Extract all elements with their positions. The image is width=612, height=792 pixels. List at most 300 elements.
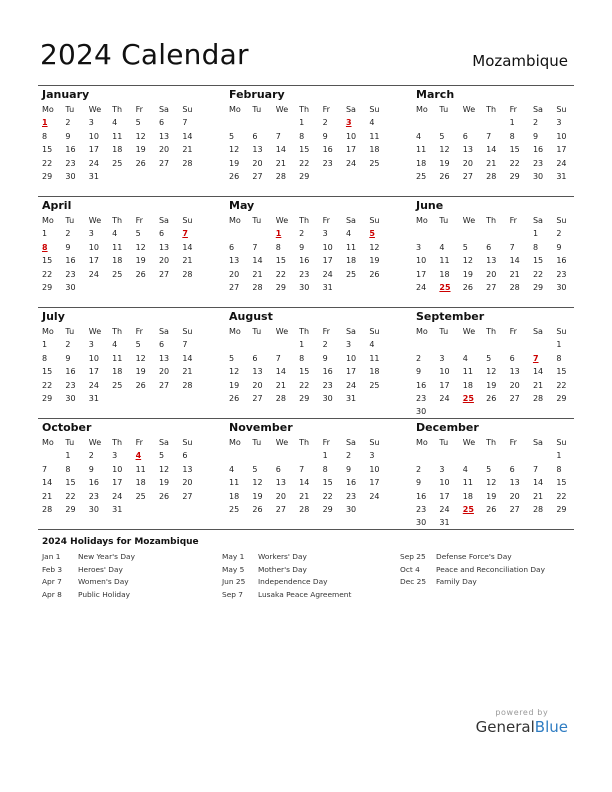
month-block [412,421,572,530]
day-cell: 2 [299,229,305,239]
day-cell: 12 [252,478,263,488]
weekday-header: Tu [252,216,262,225]
day-cell: 11 [345,242,357,252]
day-cell: 15 [556,367,567,377]
day-cell: 1 [299,340,305,350]
day-cell: 19 [252,491,263,501]
day-cell: 15 [322,478,333,488]
day-cell: 2 [345,451,352,461]
day-cell: 15 [299,145,310,155]
day-cell: 19 [229,158,240,168]
holiday-name: Workers' Day [258,552,307,561]
day-cell: 8 [322,464,328,474]
day-cell: 23 [416,504,427,514]
day-cell: 31 [88,393,99,403]
month-name: September [416,310,485,323]
day-cell: 31 [88,171,99,181]
weekday-header: Sa [532,438,543,447]
day-cell: 13 [182,464,193,474]
month-block [225,421,385,516]
day-cell: 18 [229,491,240,501]
holiday-day: 3 [345,118,352,128]
holiday-name: Heroes' Day [78,564,123,574]
day-grid [38,103,198,183]
day-cell: 2 [416,353,422,363]
weekday-header: Sa [158,327,169,336]
day-cell: 22 [556,491,567,501]
day-cell: 24 [416,282,427,292]
weekday-header: We [462,327,476,336]
day-cell: 21 [509,269,520,279]
weekday-header: We [462,216,476,225]
weekday-header: Fr [509,216,517,225]
day-cell: 5 [486,353,492,363]
day-cell: 28 [275,393,286,403]
day-cell: 7 [182,118,188,128]
day-cell: 10 [88,242,99,252]
holiday-item [42,564,135,577]
empty-cell [295,449,318,462]
holiday-date: Feb 3 [42,564,63,574]
day-cell: 17 [369,478,380,488]
day-cell: 12 [486,478,497,488]
weekday-header: Mo [42,327,54,336]
day-cell: 21 [275,380,286,390]
day-cell: 23 [65,158,76,168]
day-cell: 7 [275,131,281,141]
day-cell: 12 [158,464,170,474]
holiday-day: 8 [42,242,48,252]
holiday-date: Dec 25 [400,577,427,587]
weekday-header: We [275,327,289,336]
holiday-name: Public Holiday [78,589,131,599]
day-cell: 30 [299,282,310,292]
empty-cell [225,338,248,351]
day-cell: 2 [416,464,422,474]
day-cell: 30 [532,171,544,181]
empty-cell [248,449,271,462]
day-cell: 11 [112,353,123,363]
weekday-header: Tu [439,216,449,225]
day-cell: 25 [369,158,380,168]
day-cell: 14 [182,353,193,363]
weekday-header: We [88,438,102,447]
day-cell: 3 [556,118,562,128]
day-cell: 22 [556,380,567,390]
day-cell: 27 [486,282,497,292]
holiday-column [42,551,135,601]
weekday-header: Tu [65,327,75,336]
day-cell: 3 [112,451,118,461]
empty-cell [506,338,529,351]
day-cell: 18 [462,491,473,501]
day-cell: 14 [299,478,310,488]
day-cell: 3 [88,229,94,239]
day-cell: 21 [275,158,286,168]
day-cell: 30 [416,407,427,417]
day-grid [225,325,385,405]
day-cell: 11 [135,464,146,474]
month-block [38,88,198,183]
empty-cell [529,449,552,462]
day-cell: 5 [486,464,492,474]
day-cell: 25 [229,504,240,514]
holiday-item [400,564,545,577]
day-cell: 28 [486,171,497,181]
day-cell: 8 [42,353,48,363]
day-cell: 31 [345,393,357,403]
holiday-day: 1 [275,229,282,239]
weekday-header: Fr [135,105,143,114]
empty-cell [248,338,271,351]
weekday-header: We [275,105,289,114]
weekday-header: Sa [532,327,543,336]
day-cell: 10 [322,242,333,252]
brand-general-text: General [475,718,535,736]
day-cell: 21 [252,269,263,279]
day-cell: 17 [112,478,123,488]
day-cell: 5 [439,131,445,141]
day-cell: 20 [462,158,473,168]
day-cell: 26 [158,491,170,501]
weekday-header: We [275,438,289,447]
day-cell: 27 [182,491,193,501]
day-cell: 28 [182,269,193,279]
month-name: March [416,88,455,101]
day-cell: 4 [462,464,468,474]
day-cell: 18 [112,145,123,155]
day-cell: 29 [556,393,567,403]
weekday-header: We [88,327,102,336]
weekday-header: Fr [509,105,517,114]
day-cell: 15 [65,478,76,488]
day-cell: 29 [299,171,310,181]
day-cell: 29 [275,282,286,292]
day-cell: 23 [416,393,427,403]
day-cell: 2 [322,118,328,128]
empty-cell [459,227,482,240]
weekday-header: We [462,438,476,447]
day-cell: 11 [369,131,380,141]
day-cell: 8 [275,242,281,252]
day-cell: 20 [252,380,263,390]
holiday-name: Women's Day [78,577,129,587]
day-cell: 27 [252,393,263,403]
day-cell: 24 [369,491,380,501]
day-cell: 9 [299,242,305,252]
empty-cell [272,116,295,129]
weekday-header: Sa [345,105,356,114]
day-cell: 29 [532,282,544,292]
generalblue-logo[interactable] [476,718,568,736]
empty-cell [225,449,248,462]
day-cell: 22 [275,269,286,279]
day-cell: 20 [275,491,286,501]
day-cell: 9 [416,478,422,488]
day-cell: 9 [345,464,352,474]
day-cell: 24 [322,269,333,279]
empty-cell [248,227,271,240]
day-cell: 30 [322,393,333,403]
day-cell: 12 [229,145,240,155]
weekday-header: Sa [158,105,169,114]
day-cell: 27 [462,171,473,181]
day-cell: 9 [65,353,71,363]
day-cell: 24 [345,380,357,390]
day-grid [38,325,198,405]
day-cell: 19 [158,478,170,488]
day-cell: 17 [88,256,99,266]
day-cell: 23 [322,380,333,390]
day-cell: 29 [299,393,310,403]
day-cell: 26 [135,269,146,279]
day-cell: 28 [42,504,53,514]
holiday-item [400,576,545,589]
empty-cell [459,449,482,462]
month-block [225,88,385,183]
day-cell: 28 [252,282,263,292]
day-cell: 5 [229,131,235,141]
month-block [38,310,198,405]
holiday-name: Independence Day [258,577,328,587]
day-cell: 29 [322,504,333,514]
day-cell: 25 [369,380,380,390]
day-cell: 1 [42,229,48,239]
day-cell: 24 [88,380,99,390]
holiday-column [222,551,351,601]
day-cell: 18 [439,269,450,279]
holiday-name: New Year's Day [78,552,135,561]
day-cell: 16 [416,380,427,390]
day-cell: 4 [229,464,235,474]
weekday-header: Fr [322,105,330,114]
day-cell: 19 [229,380,240,390]
day-grid [225,103,385,183]
day-cell: 27 [509,504,520,514]
day-cell: 4 [462,353,468,363]
brand-blue-text: Blue [534,718,568,736]
day-cell: 12 [135,353,146,363]
weekday-header: Tu [65,105,75,114]
day-cell: 25 [112,158,123,168]
month-row [38,307,574,418]
weekday-header: Su [556,216,567,225]
day-cell: 17 [88,367,99,377]
day-cell: 27 [275,504,286,514]
day-cell: 23 [532,158,544,168]
day-cell: 2 [65,340,71,350]
day-cell: 13 [158,131,170,141]
weekday-header: Su [369,327,380,336]
day-cell: 13 [275,478,286,488]
day-cell: 2 [322,340,328,350]
day-cell: 5 [158,451,165,461]
day-cell: 22 [532,269,544,279]
weekday-header: Su [182,327,193,336]
empty-cell [412,449,435,462]
day-cell: 11 [229,478,240,488]
day-grid [412,103,572,183]
day-cell: 25 [112,380,123,390]
day-cell: 15 [42,145,53,155]
day-cell: 23 [65,269,76,279]
holiday-item [42,551,135,564]
day-cell: 23 [322,158,333,168]
day-cell: 3 [369,451,375,461]
day-cell: 25 [416,171,427,181]
weekday-header: Fr [509,438,517,447]
day-cell: 25 [112,269,123,279]
day-cell: 2 [65,118,71,128]
month-name: July [42,310,65,323]
day-cell: 17 [345,145,357,155]
day-cell: 6 [158,229,165,239]
day-cell: 11 [416,145,427,155]
country-name: Mozambique [472,52,568,70]
empty-cell [459,116,482,129]
day-cell: 11 [112,131,123,141]
day-cell: 27 [158,158,170,168]
day-cell: 25 [345,269,357,279]
day-cell: 13 [509,478,520,488]
day-cell: 13 [252,145,263,155]
day-cell: 4 [112,340,118,350]
day-cell: 14 [182,242,193,252]
holiday-date: May 1 [222,552,245,561]
day-cell: 20 [229,269,240,279]
weekday-header: Mo [42,216,54,225]
empty-cell [412,116,435,129]
day-cell: 17 [556,145,567,155]
day-cell: 13 [158,242,170,252]
weekday-header: Fr [322,438,330,447]
day-cell: 6 [252,353,258,363]
day-cell: 19 [135,367,146,377]
day-grid [412,214,572,294]
weekday-header: Tu [252,327,262,336]
day-cell: 22 [322,491,333,501]
holiday-item [222,564,351,577]
day-cell: 23 [299,269,310,279]
weekday-header: Mo [42,438,54,447]
day-cell: 24 [439,393,450,403]
day-cell: 26 [135,158,146,168]
day-cell: 13 [158,353,170,363]
day-cell: 16 [65,256,76,266]
day-cell: 28 [532,393,544,403]
holiday-day: 4 [135,451,142,461]
empty-cell [482,227,505,240]
empty-cell [482,449,505,462]
month-name: August [229,310,273,323]
day-cell: 8 [299,353,305,363]
weekday-header: Tu [252,105,262,114]
day-cell: 8 [65,464,71,474]
day-cell: 18 [345,256,357,266]
day-cell: 11 [369,353,380,363]
weekday-header: Mo [229,216,241,225]
weekday-header: Th [112,216,123,225]
weekday-header: Sa [345,438,356,447]
day-cell: 3 [416,242,422,252]
weekday-header: Su [369,216,380,225]
weekday-header: Sa [532,216,543,225]
day-cell: 29 [509,171,520,181]
day-cell: 10 [416,256,427,266]
day-cell: 7 [42,464,48,474]
month-row [38,418,574,529]
day-cell: 15 [509,145,520,155]
weekday-header: Mo [229,438,241,447]
day-cell: 26 [229,171,240,181]
day-cell: 31 [322,282,333,292]
day-cell: 4 [416,131,422,141]
day-cell: 23 [556,269,567,279]
day-cell: 22 [42,269,53,279]
day-cell: 8 [532,242,539,252]
holiday-item [222,551,351,564]
day-cell: 23 [65,380,76,390]
day-cell: 11 [439,256,450,266]
month-block [38,421,198,516]
day-cell: 17 [88,145,99,155]
day-grid [38,436,198,516]
day-cell: 22 [509,158,520,168]
day-cell: 18 [462,380,473,390]
day-cell: 8 [42,131,48,141]
powered-by-text: powered by [495,708,549,717]
holiday-name: Lusaka Peace Agreement [258,589,352,599]
day-cell: 12 [486,367,497,377]
day-cell: 6 [182,451,188,461]
day-cell: 22 [299,380,310,390]
day-cell: 19 [439,158,450,168]
empty-cell [459,338,482,351]
holiday-day: 7 [532,353,539,363]
day-grid [225,436,385,516]
day-cell: 29 [42,393,53,403]
day-cell: 26 [369,269,380,279]
day-cell: 4 [369,340,375,350]
weekday-header: Sa [158,216,169,225]
holiday-date: Apr 7 [42,577,62,587]
day-cell: 18 [112,256,123,266]
month-block [412,199,572,294]
month-name: June [416,199,444,212]
weekday-header: Sa [532,105,543,114]
day-cell: 10 [345,131,357,141]
weekday-header: We [88,216,102,225]
weekday-header: Th [299,105,310,114]
empty-cell [482,338,505,351]
day-cell: 6 [486,242,492,252]
day-cell: 31 [112,504,123,514]
holiday-day: 25 [439,282,451,292]
day-cell: 10 [88,353,99,363]
weekday-header: Su [556,327,567,336]
holiday-day: 7 [182,229,188,239]
weekday-header: Tu [439,438,449,447]
holiday-name: Defense Force's Day [436,552,512,561]
day-cell: 29 [42,171,53,181]
day-cell: 10 [112,464,123,474]
holiday-date: Sep 25 [400,552,426,561]
day-cell: 4 [369,118,375,128]
day-cell: 15 [556,478,567,488]
day-cell: 26 [252,504,263,514]
day-cell: 9 [322,131,328,141]
month-row [38,196,574,307]
